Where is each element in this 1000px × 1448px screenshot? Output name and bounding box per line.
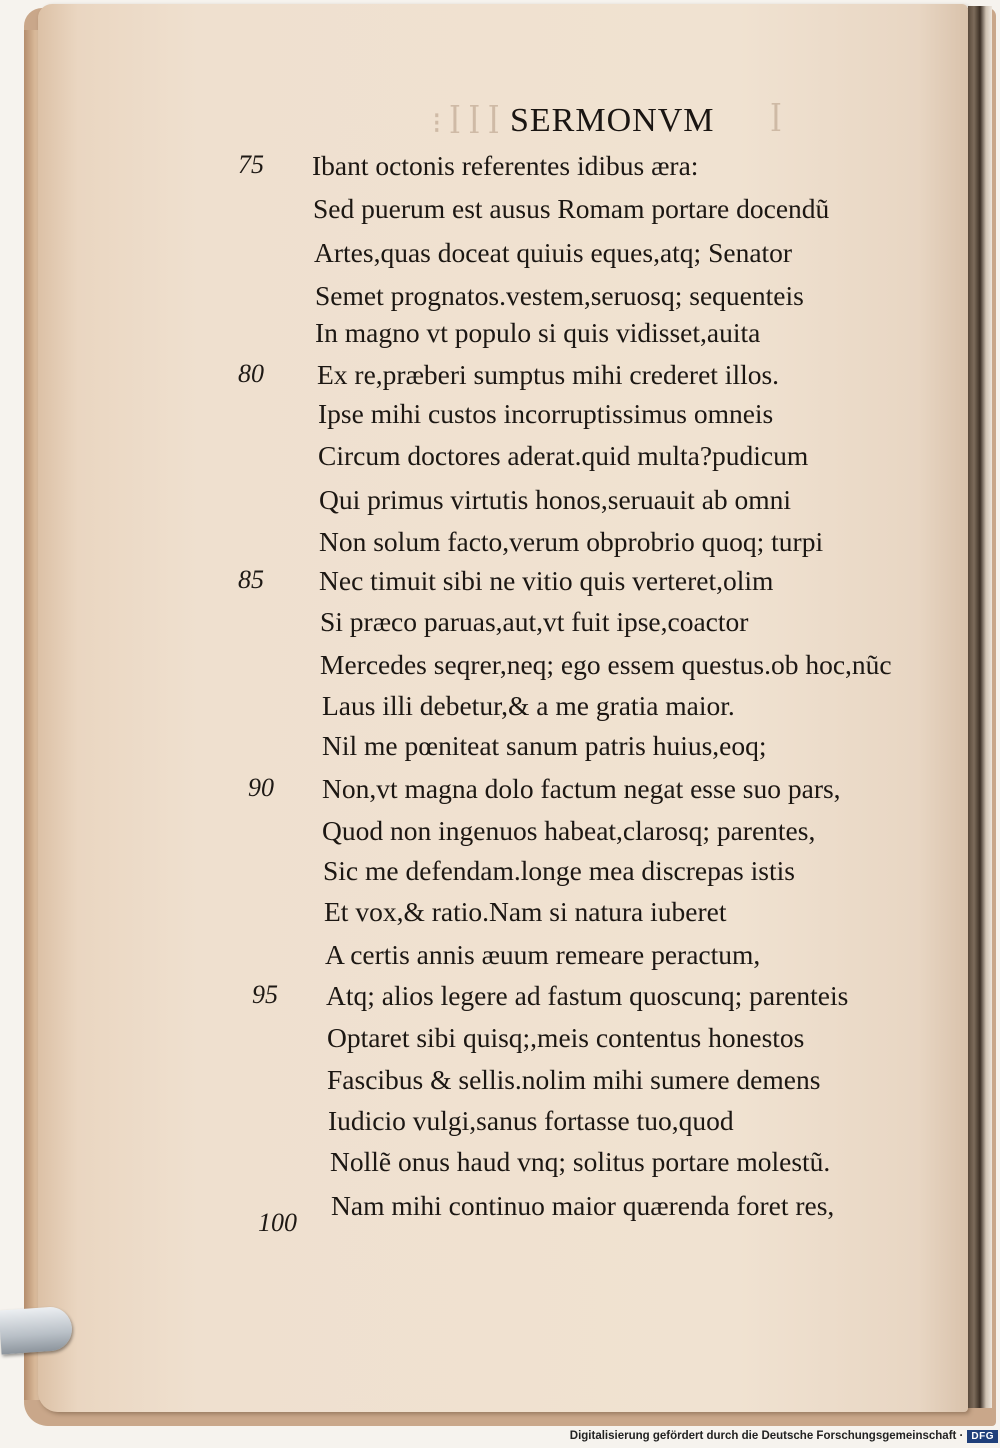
verse-text: Mercedes seqrer,neq; ego essem questus.ob hoc,nũc — [320, 649, 892, 680]
verse-text: Ipse mihi custos incorruptissimus omneis — [318, 398, 774, 429]
verse-text: Nil me pœniteat sanum patris huius,eoq; — [322, 730, 767, 761]
line-number: 85 — [238, 565, 264, 594]
digitization-credit — [570, 1426, 998, 1446]
running-head: SERMONVM — [510, 102, 715, 139]
verse-line — [0, 649, 960, 691]
bookmark-clip — [0, 1306, 73, 1355]
verse-line — [0, 398, 960, 440]
verse-line — [0, 855, 960, 897]
bleed-through-mark: ⁝ ꟾ ꟾ ꟾ — [432, 107, 500, 140]
verse-text: Artes,quas doceat quiuis eques,atq; Senator — [314, 237, 793, 268]
verse-text: Nec timuit sibi ne vitio quis verteret,olim — [319, 565, 774, 596]
verse-line — [0, 939, 960, 981]
verse-text: Ibant octonis referentes idibus æra: — [312, 150, 699, 181]
verse-text: Nam mihi continuo maior quærenda foret res, — [331, 1190, 835, 1221]
verse-line — [0, 730, 960, 772]
verse-text: Semet prognatos.vestem,seruosq; sequenteis — [315, 280, 804, 311]
page-stack-edge — [968, 6, 992, 1408]
verse-line — [0, 1105, 960, 1147]
dfg-logo: DFG — [967, 1430, 998, 1443]
verse-line — [0, 980, 960, 1022]
verse-text: A certis annis æuum remeare peractum, — [325, 939, 761, 970]
verse-line — [0, 606, 960, 648]
bleed-through-mark: ꟾ — [770, 105, 782, 138]
line-number: 75 — [238, 150, 264, 179]
line-number: 80 — [238, 359, 264, 388]
verse-line — [0, 1064, 960, 1106]
verse-text: Si præco paruas,aut,vt fuit ipse,coactor — [320, 606, 749, 637]
verse-line — [0, 1190, 960, 1237]
verse-text: Et vox,& ratio.Nam si natura iuberet — [324, 896, 727, 927]
verse-text: Sic me defendam.longe mea discrepas istis — [323, 855, 795, 886]
verse-text: Fascibus & sellis.nolim mihi sumere demens — [327, 1064, 821, 1095]
verse-line — [0, 280, 960, 322]
verse-line — [0, 1146, 960, 1188]
verse-line — [0, 896, 960, 938]
verse-text: Circum doctores aderat.quid multa?pudicum — [318, 440, 809, 471]
verse-line — [0, 317, 960, 359]
verse-text: Nollẽ onus haud vnq; solitus portare molestũ. — [330, 1146, 831, 1177]
verse-text: Ex re,præberi sumptus mihi crederet illos. — [317, 359, 780, 390]
verse-text: In magno vt populo si quis vidisset,auita — [315, 317, 761, 348]
verse-text: Qui primus virtutis honos,seruauit ab omni — [319, 484, 792, 515]
verse-text: Sed puerum est ausus Romam portare docendũ — [313, 193, 830, 224]
verse-line — [0, 150, 960, 192]
verse-text: Non solum facto,verum obprobrio quoq; turpi — [319, 526, 824, 557]
verse-text: Atq; alios legere ad fastum quoscunq; parenteis — [326, 980, 849, 1011]
verse-text: Laus illi debetur,& a me gratia maior. — [322, 690, 735, 721]
line-number: 95 — [252, 980, 278, 1009]
verse-line — [0, 773, 960, 815]
verse-line — [0, 359, 960, 401]
credit-text: Digitalisierung gefördert durch die Deutsche Forschungsgemeinschaft · — [569, 1430, 964, 1442]
line-number: 100 — [258, 1208, 297, 1237]
verse-line — [0, 484, 960, 526]
verse-text: Optaret sibi quisq;,meis contentus honestos — [327, 1022, 805, 1053]
line-number: 90 — [248, 773, 274, 802]
verse-line — [0, 526, 960, 568]
verse-line — [0, 193, 960, 235]
verse-line — [0, 237, 960, 279]
verse-line — [0, 1022, 960, 1064]
verse-text: Non,vt magna dolo factum negat esse suo pars, — [322, 773, 841, 804]
verse-line — [0, 690, 960, 732]
verse-text: Quod non ingenuos habeat,clarosq; parentes, — [322, 815, 816, 846]
verse-line — [0, 440, 960, 482]
verse-text: Iudicio vulgi,sanus fortasse tuo,quod — [328, 1105, 734, 1136]
verse-line — [0, 565, 960, 607]
verse-line — [0, 815, 960, 857]
